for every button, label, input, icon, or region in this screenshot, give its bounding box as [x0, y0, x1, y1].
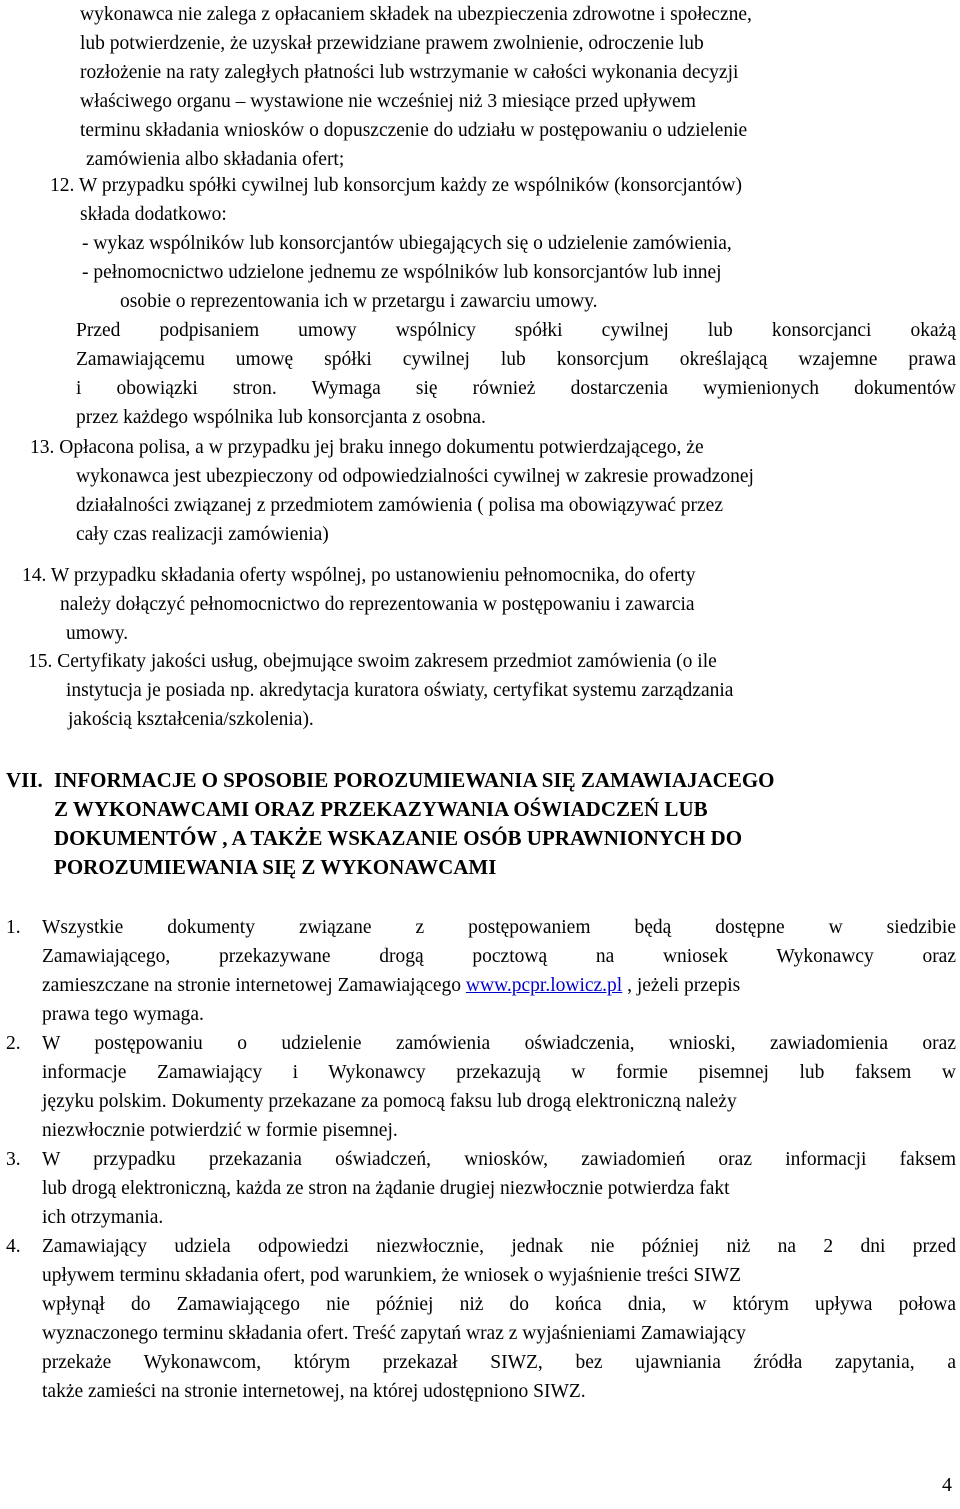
- text-line: ich otrzymania.: [42, 1207, 164, 1228]
- text-line: języku polskim. Dokumenty przekazane za pomocą faksu lub drogą elektroniczną należy: [42, 1091, 737, 1112]
- section-number: VII.: [6, 768, 43, 792]
- text-line: Zamawiającemu umowę spółki cywilnej lub konsorcjum określającą wzajemne prawa: [76, 349, 956, 370]
- text-line: przez każdego wspólnika lub konsorcjanta z osobna.: [76, 407, 486, 428]
- list-number: 4.: [6, 1236, 21, 1257]
- heading-line: [6, 766, 946, 795]
- text-line: Zamawiającego, przekazywane drogą pocztową na wniosek Wykonawcy oraz: [42, 946, 956, 967]
- item-15: [28, 647, 954, 734]
- section-heading: [6, 766, 946, 882]
- item-13: [30, 433, 956, 549]
- heading-line: POROZUMIEWANIA SIĘ Z WYKONAWCAMI: [54, 855, 497, 879]
- text-line: [42, 971, 956, 1000]
- text-line: lub drogą elektroniczną, każda ze stron na żądanie drugiej niezwłocznie potwierdza fakt: [42, 1178, 730, 1199]
- intro-paragraph: [80, 0, 956, 174]
- heading-line: DOKUMENTÓW , A TAKŻE WSKAZANIE OSÓB UPRAWNIONYCH DO: [54, 826, 743, 850]
- text-line: cały czas realizacji zamówienia): [76, 524, 329, 545]
- list-number: 1.: [6, 917, 21, 938]
- numbered-list: [6, 913, 956, 1406]
- text-line: rozłożenie na raty zaległych płatności lub wstrzymanie w całości wykonania decyzji: [80, 62, 739, 83]
- text-line: wpłynął do Zamawiającego nie później niż do końca dnia, w którym upływa połowa: [42, 1294, 956, 1315]
- text-fragment: , jeżeli przepis: [627, 975, 741, 996]
- list-item: [6, 913, 956, 1029]
- item-12: [50, 171, 956, 432]
- list-item: [6, 1029, 956, 1145]
- list-item: - pełnomocnictwo udzielone jednemu ze wspólników lub konsorcjantów lub innej: [82, 262, 722, 283]
- list-number: 2.: [6, 1033, 21, 1054]
- list-number: 3.: [6, 1149, 21, 1170]
- text-line: terminu składania wniosków o dopuszczenie do udziału w postępowaniu o udzielenie: [80, 120, 748, 141]
- text-line: 12. W przypadku spółki cywilnej lub konsorcjum każdy ze wspólników (konsorcjantów): [50, 175, 742, 196]
- item-14: [22, 561, 952, 648]
- list-item: [6, 1145, 956, 1232]
- text-line: prawa tego wymaga.: [42, 1004, 204, 1025]
- text-fragment: zamieszczane na stronie internetowej Zamawiającego: [42, 975, 462, 996]
- text-line: składa dodatkowo:: [80, 204, 227, 225]
- text-line: właściwego organu – wystawione nie wcześniej niż 3 miesiące przed upływem: [80, 91, 696, 112]
- heading-text: INFORMACJE O SPOSOBIE POROZUMIEWANIA SIĘ ZAMAWIAJACEGO: [54, 768, 775, 792]
- text-line: instytucja je posiada np. akredytacja kuratora oświaty, certyfikat systemu zarządzania: [66, 680, 734, 701]
- text-line: przekaże Wykonawcom, którym przekazał SIWZ, bez ujawniania źródła zapytania, a: [42, 1352, 956, 1373]
- text-line: należy dołączyć pełnomocnictwo do reprezentowania w postępowaniu i zawarcia: [60, 594, 695, 615]
- text-line: i obowiązki stron. Wymaga się również dostarczenia wymienionych dokumentów: [76, 378, 956, 399]
- page-number: 4: [942, 1474, 952, 1496]
- text-line: 14. W przypadku składania oferty wspólnej, po ustanowieniu pełnomocnika, do oferty: [22, 565, 696, 586]
- text-line: wykonawca nie zalega z opłacaniem składek na ubezpieczenia zdrowotne i społeczne,: [80, 4, 752, 25]
- text-line: informacje Zamawiający i Wykonawcy przekazują w formie pisemnej lub faksem w: [42, 1062, 956, 1083]
- text-line: 13. Opłacona polisa, a w przypadku jej braku innego dokumentu potwierdzającego, że: [30, 437, 704, 458]
- text-line: zamówienia albo składania ofert;: [86, 149, 345, 170]
- text-line: Wszystkie dokumenty związane z postępowaniem będą dostępne w siedzibie: [42, 917, 956, 938]
- heading-line: Z WYKONAWCAMI ORAZ PRZEKAZYWANIA OŚWIADCZEŃ LUB: [54, 797, 708, 821]
- text-line: Zamawiający udziela odpowiedzi niezwłocznie, jednak nie później niż na 2 dni przed: [42, 1236, 956, 1257]
- text-line: umowy.: [66, 623, 129, 644]
- text-line: wyznaczonego terminu składania ofert. Treść zapytań wraz z wyjaśnieniami Zamawiający: [42, 1323, 746, 1344]
- text-line: działalności związanej z przedmiotem zamówienia ( polisa ma obowiązywać przez: [76, 495, 723, 516]
- text-line: W przypadku przekazania oświadczeń, wniosków, zawiadomień oraz informacji faksem: [42, 1149, 956, 1170]
- list-item: - wykaz wspólników lub konsorcjantów ubiegających się o udzielenie zamówienia,: [82, 233, 732, 254]
- website-link[interactable]: www.pcpr.lowicz.pl: [465, 975, 623, 996]
- text-line: jakością kształcenia/szkolenia).: [68, 709, 314, 730]
- text-line: 15. Certyfikaty jakości usług, obejmujące swoim zakresem przedmiot zamówienia (o ile: [28, 651, 717, 672]
- text-line: Przed podpisaniem umowy wspólnicy spółki cywilnej lub konsorcjanci okażą: [76, 320, 956, 341]
- text-line: W postępowaniu o udzielenie zamówienia oświadczenia, wnioski, zawiadomienia oraz: [42, 1033, 956, 1054]
- text-line: osobie o reprezentowania ich w przetargu i zawarciu umowy.: [120, 291, 598, 312]
- list-item: [6, 1232, 956, 1406]
- text-line: upływem terminu składania ofert, pod warunkiem, że wniosek o wyjaśnienie treści SIWZ: [42, 1265, 742, 1286]
- text-line: niezwłocznie potwierdzić w formie pisemnej.: [42, 1120, 398, 1141]
- text-line: wykonawca jest ubezpieczony od odpowiedzialności cywilnej w zakresie prowadzonej: [76, 466, 754, 487]
- text-line: lub potwierdzenie, że uzyskał przewidziane prawem zwolnienie, odroczenie lub: [80, 33, 704, 54]
- text-line: także zamieści na stronie internetowej, na której udostępniono SIWZ.: [42, 1381, 586, 1402]
